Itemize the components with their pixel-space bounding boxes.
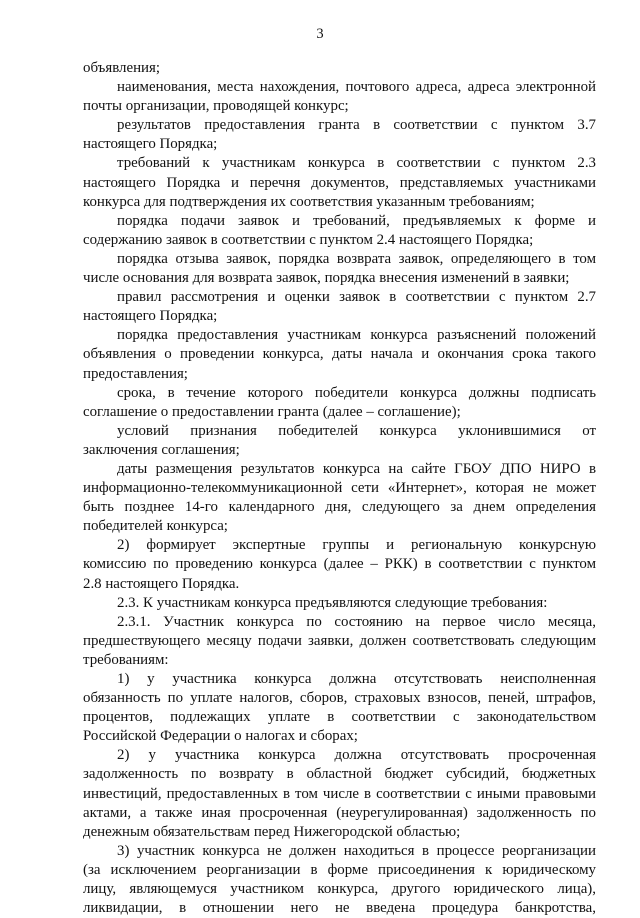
text-line: конкурса для подтверждения их соответствия указанным требованиям; bbox=[83, 193, 535, 210]
text-line: содержанию заявок в соответствии с пунктом 2.4 настоящего Порядка; bbox=[83, 231, 534, 248]
text-line: лицу, являющемуся участником конкурса, другого юридического лица), bbox=[83, 881, 596, 898]
text-line: числе основания для возврата заявок, порядка внесения изменений в заявки; bbox=[83, 270, 570, 287]
text-line: информационно-телекоммуникационной сети «Интернет», которая не может bbox=[83, 480, 596, 497]
text-line: предоставления; bbox=[83, 365, 188, 382]
text-line: почты организации, проводящей конкурс; bbox=[83, 98, 349, 115]
text-line: условий признания победителей конкурса уклонившимися от bbox=[117, 422, 596, 439]
document-body bbox=[83, 59, 596, 918]
text-line: наименования, места нахождения, почтового адреса, адреса электронной bbox=[117, 79, 596, 96]
text-line: Российской Федерации о налогах и сборах; bbox=[83, 728, 358, 745]
text-line: ликвидации, в отношении него не введена процедура банкротства, bbox=[83, 900, 596, 917]
text-line: 2) формирует экспертные группы и региональную конкурсную bbox=[117, 537, 596, 554]
text-line: объявления; bbox=[83, 60, 160, 76]
page-number: 3 bbox=[316, 26, 324, 42]
text-line: обязанность по уплате налогов, сборов, страховых взносов, пеней, штрафов, bbox=[83, 690, 596, 707]
text-line: 3) участник конкурса не должен находиться в процессе реорганизации bbox=[117, 842, 596, 859]
text-line: быть позднее 14-го календарного дня, следующего за днем определения bbox=[83, 499, 596, 516]
text-line: требований к участникам конкурса в соответствии с пунктом 2.3 bbox=[117, 155, 596, 172]
text-line: соглашение о предоставлении гранта (далее – соглашение); bbox=[83, 403, 461, 420]
text-line: 2.8 настоящего Порядка. bbox=[83, 575, 240, 592]
text-line: настоящего Порядка и перечня документов, представляемых участниками bbox=[83, 174, 596, 191]
text-line: правил рассмотрения и оценки заявок в соответствии с пунктом 2.7 bbox=[117, 289, 596, 306]
text-line: порядка подачи заявок и требований, предъявляемых к форме и bbox=[117, 212, 596, 229]
text-line: денежным обязательствам перед Нижегородской областью; bbox=[83, 823, 461, 840]
text-line: порядка предоставления участникам конкурса разъяснений положений bbox=[117, 327, 596, 344]
text-line: настоящего Порядка; bbox=[83, 308, 218, 325]
text-line: комиссию по проведению конкурса (далее – РКК) в соответствии с пунктом bbox=[83, 556, 596, 573]
text-line: актами, а также иная просроченная (неурегулированная) задолженность по bbox=[83, 804, 596, 821]
text-line: результатов предоставления гранта в соответствии с пунктом 3.7 bbox=[117, 117, 596, 134]
text-line: инвестиций, предоставленных в том числе в соответствии с иными правовыми bbox=[83, 785, 596, 802]
text-line: процентов, подлежащих уплате в соответствии с законодательством bbox=[83, 709, 596, 726]
text-line: объявления о проведении конкурса, даты начала и окончания срока такого bbox=[83, 346, 596, 363]
text-line: 2.3. К участникам конкурса предъявляются следующие требования: bbox=[117, 594, 548, 611]
text-line: порядка отзыва заявок, порядка возврата заявок, определяющего в том bbox=[117, 250, 596, 267]
text-line: (за исключением реорганизации в форме присоединения к юридическому bbox=[83, 861, 596, 878]
text-line: даты размещения результатов конкурса на сайте ГБОУ ДПО НИРО в bbox=[117, 460, 596, 477]
text-line: требованиям: bbox=[83, 651, 169, 668]
text-line: 1) у участника конкурса должна отсутствовать неисполненная bbox=[117, 671, 596, 687]
text-line: 2) у участника конкурса должна отсутствовать просроченная bbox=[117, 747, 596, 764]
text-line: заключения соглашения; bbox=[83, 441, 240, 458]
text-line: задолженность по возврату в областной бюджет субсидий, бюджетных bbox=[83, 766, 596, 783]
text-line: настоящего Порядка; bbox=[83, 136, 218, 153]
text-line: 2.3.1. Участник конкурса по состоянию на первое число месяца, bbox=[117, 613, 596, 630]
text-line: срока, в течение которого победители конкурса должны подписать bbox=[117, 384, 596, 401]
text-line: победителей конкурса; bbox=[83, 518, 228, 535]
text-line: предшествующего месяцу подачи заявки, должен соответствовать следующим bbox=[83, 632, 596, 649]
